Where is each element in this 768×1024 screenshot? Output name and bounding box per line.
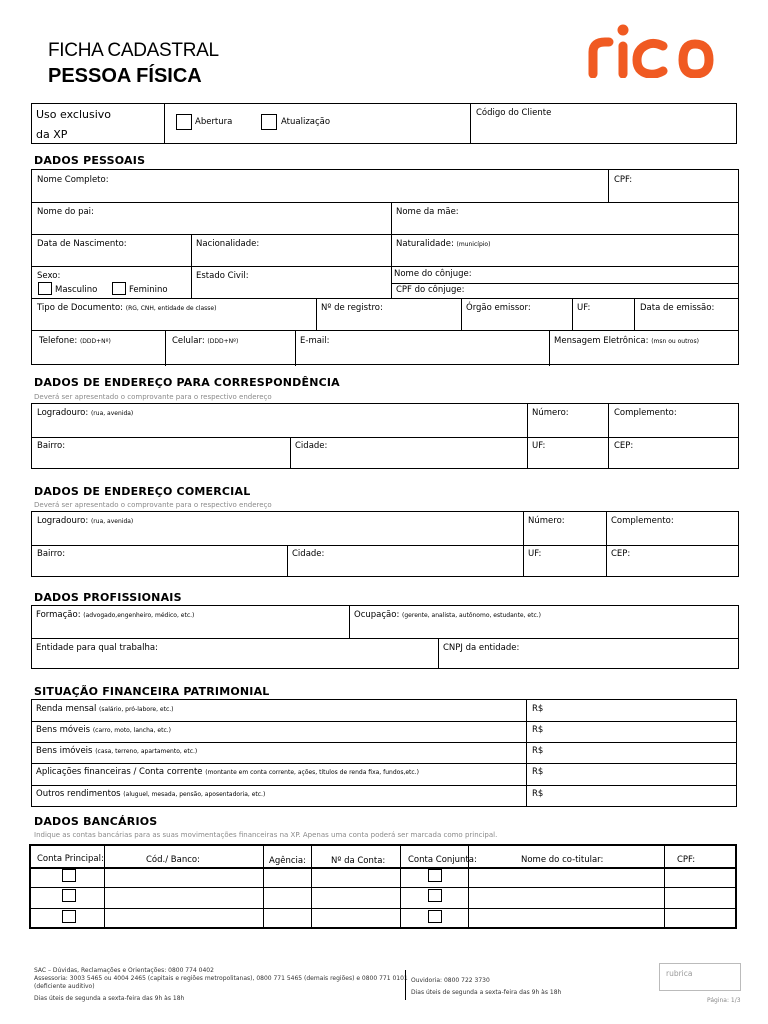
uf-field[interactable]: UF: — [532, 441, 546, 451]
numero-field[interactable]: Número: — [528, 516, 565, 526]
naturalidade-field[interactable]: Naturalidade: (município) — [396, 239, 491, 249]
cep-field[interactable]: CEP: — [614, 441, 634, 451]
codigo-cliente-field[interactable]: Código do Cliente — [476, 108, 552, 118]
atualizacao-label: Atualização — [281, 117, 331, 127]
dados-bancarios-table — [29, 844, 737, 929]
numero-field[interactable]: Número: — [532, 408, 569, 418]
rubrica-box[interactable] — [659, 963, 741, 991]
data-nascimento-field[interactable]: Data de Nascimento: — [37, 239, 127, 249]
section-endereco-comercial: DADOS DE ENDEREÇO COMERCIAL — [34, 485, 251, 498]
orgao-emissor-field[interactable]: Órgão emissor: — [466, 303, 531, 313]
estado-civil-field[interactable]: Estado Civil: — [196, 271, 249, 281]
patrimonio-value-field[interactable]: R$ — [532, 725, 544, 735]
cpf-conjuge-field[interactable]: CPF do cônjuge: — [396, 285, 465, 295]
conta-conjunta-checkbox[interactable] — [428, 889, 442, 902]
correspondencia-note: Deverá ser apresentado o comprovante para o respectivo endereço — [34, 393, 272, 401]
footer-sac: SAC – Dúvidas, Reclamações e Orientações: 0800 774 0402 — [34, 967, 214, 974]
section-situacao-financeira: SITUAÇÃO FINANCEIRA PATRIMONIAL — [34, 685, 270, 698]
patrimonio-row-label: Aplicações financeiras / Conta corrente (montante em conta corrente, ações, títulos de renda fixa, fundos,etc.) — [36, 767, 419, 777]
rico-logo — [585, 22, 720, 78]
abertura-label: Abertura — [195, 117, 233, 127]
uso-exclusivo-box — [31, 103, 737, 144]
tipo-documento-field[interactable]: Tipo de Documento: (RG, CNH, entidade de classe) — [37, 303, 217, 313]
col-agencia: Agência: — [269, 856, 306, 866]
section-dados-profissionais: DADOS PROFISSIONAIS — [34, 591, 182, 604]
nome-pai-field[interactable]: Nome do pai: — [37, 207, 94, 217]
sexo-label: Sexo: — [37, 271, 61, 281]
celular-field[interactable]: Celular: (DDD+Nº) — [172, 336, 239, 346]
endereco-comercial-grid — [31, 511, 739, 577]
page-number: Página: 1/3 — [707, 997, 741, 1004]
cpf-field[interactable]: CPF: — [614, 175, 633, 185]
masculino-label: Masculino — [55, 285, 98, 295]
footer-deficiente: (deficiente auditivo) — [34, 983, 95, 990]
col-numero-conta: Nº da Conta: — [331, 856, 386, 866]
logradouro-field[interactable]: Logradouro: (rua, avenida) — [37, 408, 134, 418]
nacionalidade-field[interactable]: Nacionalidade: — [196, 239, 260, 249]
bairro-field[interactable]: Bairro: — [37, 441, 66, 451]
ocupacao-field[interactable]: Ocupação: (gerente, analista, autônomo, estudante, etc.) — [354, 610, 542, 620]
data-emissao-field[interactable]: Data de emissão: — [640, 303, 715, 313]
complemento-field[interactable]: Complemento: — [611, 516, 674, 526]
uf-field[interactable]: UF: — [577, 303, 591, 313]
cidade-field[interactable]: Cidade: — [292, 549, 325, 559]
uso-label-1: Uso exclusivo — [36, 108, 112, 121]
uso-label-2: da XP — [36, 128, 68, 141]
dados-profissionais-grid — [31, 605, 739, 669]
email-field[interactable]: E-mail: — [300, 336, 330, 346]
complemento-field[interactable]: Complemento: — [614, 408, 677, 418]
rubrica-label: rubrica — [666, 969, 693, 978]
patrimonio-row-label: Renda mensal (salário, pró-labore, etc.) — [36, 704, 174, 714]
patrimonio-value-field[interactable]: R$ — [532, 767, 544, 777]
cnpj-entidade-field[interactable]: CNPJ da entidade: — [443, 643, 520, 653]
footer-ouvidoria: Ouvidoria: 0800 722 3730 — [411, 977, 490, 984]
patrimonio-row-label: Bens imóveis (casa, terreno, apartamento, etc.) — [36, 746, 198, 756]
patrimonio-value-field[interactable]: R$ — [532, 789, 544, 799]
conta-conjunta-checkbox[interactable] — [428, 910, 442, 923]
logo-text: rico — [585, 22, 587, 23]
section-dados-bancarios: DADOS BANCÁRIOS — [34, 815, 158, 828]
col-nome-cotitular: Nome do co-titular: — [521, 855, 604, 865]
entidade-field[interactable]: Entidade para qual trabalha: — [36, 643, 158, 653]
footer-divider — [405, 970, 406, 1000]
patrimonio-value-field[interactable]: R$ — [532, 746, 544, 756]
cidade-field[interactable]: Cidade: — [295, 441, 328, 451]
patrimonio-value-field[interactable]: R$ — [532, 704, 544, 714]
nome-completo-field[interactable]: Nome Completo: — [37, 175, 109, 185]
uf-field[interactable]: UF: — [528, 549, 542, 559]
numero-registro-field[interactable]: Nº de registro: — [321, 303, 383, 313]
nome-conjuge-field[interactable]: Nome do cônjuge: — [394, 269, 472, 279]
logradouro-field[interactable]: Logradouro: (rua, avenida) — [37, 516, 134, 526]
masculino-checkbox[interactable] — [38, 282, 52, 295]
col-banco: Cód./ Banco: — [146, 855, 200, 865]
patrimonio-row-label: Bens móveis (carro, moto, lancha, etc.) — [36, 725, 171, 735]
conta-principal-checkbox[interactable] — [62, 889, 76, 902]
mensagem-eletronica-field[interactable]: Mensagem Eletrônica: (msn ou outros) — [554, 336, 699, 346]
atualizacao-checkbox[interactable] — [261, 114, 277, 130]
abertura-checkbox[interactable] — [176, 114, 192, 130]
nome-mae-field[interactable]: Nome da mãe: — [396, 207, 459, 217]
form-subtitle: PESSOA FÍSICA — [48, 65, 202, 87]
footer-dias-uteis: Dias úteis de segunda a sexta-feira das 9h às 18h — [34, 995, 185, 1002]
formacao-field[interactable]: Formação: (advogado,engenheiro, médico, etc.) — [36, 610, 195, 620]
conta-principal-checkbox[interactable] — [62, 869, 76, 882]
col-cpf: CPF: — [677, 855, 696, 865]
feminino-checkbox[interactable] — [112, 282, 126, 295]
patrimonio-row-label: Outros rendimentos (aluguel, mesada, pensão, aposentadoria, etc.) — [36, 789, 266, 799]
bairro-field[interactable]: Bairro: — [37, 549, 66, 559]
cep-field[interactable]: CEP: — [611, 549, 631, 559]
form-title: FICHA CADASTRAL — [48, 40, 219, 61]
bancarios-note: Indique as contas bancárias para as suas movimentações financeiras na XP. Apenas uma conta poderá ser marcada como principal. — [34, 831, 498, 839]
col-conta-principal: Conta Principal: — [37, 854, 104, 864]
dados-pessoais-grid — [31, 169, 739, 365]
section-endereco-correspondencia: DADOS DE ENDEREÇO PARA CORRESPONDÊNCIA — [34, 376, 340, 389]
comercial-note: Deverá ser apresentado o comprovante para o respectivo endereço — [34, 501, 272, 509]
telefone-field[interactable]: Telefone: (DDD+Nº) — [39, 336, 111, 346]
endereco-correspondencia-grid — [31, 403, 739, 469]
situacao-financeira-grid — [31, 699, 737, 807]
footer-dias-uteis: Dias úteis de segunda a sexta-feira das 9h às 18h — [411, 989, 562, 996]
feminino-label: Feminino — [129, 285, 168, 295]
conta-conjunta-checkbox[interactable] — [428, 869, 442, 882]
conta-principal-checkbox[interactable] — [62, 910, 76, 923]
section-dados-pessoais: DADOS PESSOAIS — [34, 154, 146, 167]
footer-assessoria: Assessoria: 3003 5465 ou 4004 2465 (capitais e regiões metropolitanas), 0800 771 5465 (demais regiões) e 0800 771 0101 — [34, 975, 408, 982]
col-conta-conjunta: Conta Conjunta: — [408, 855, 477, 865]
